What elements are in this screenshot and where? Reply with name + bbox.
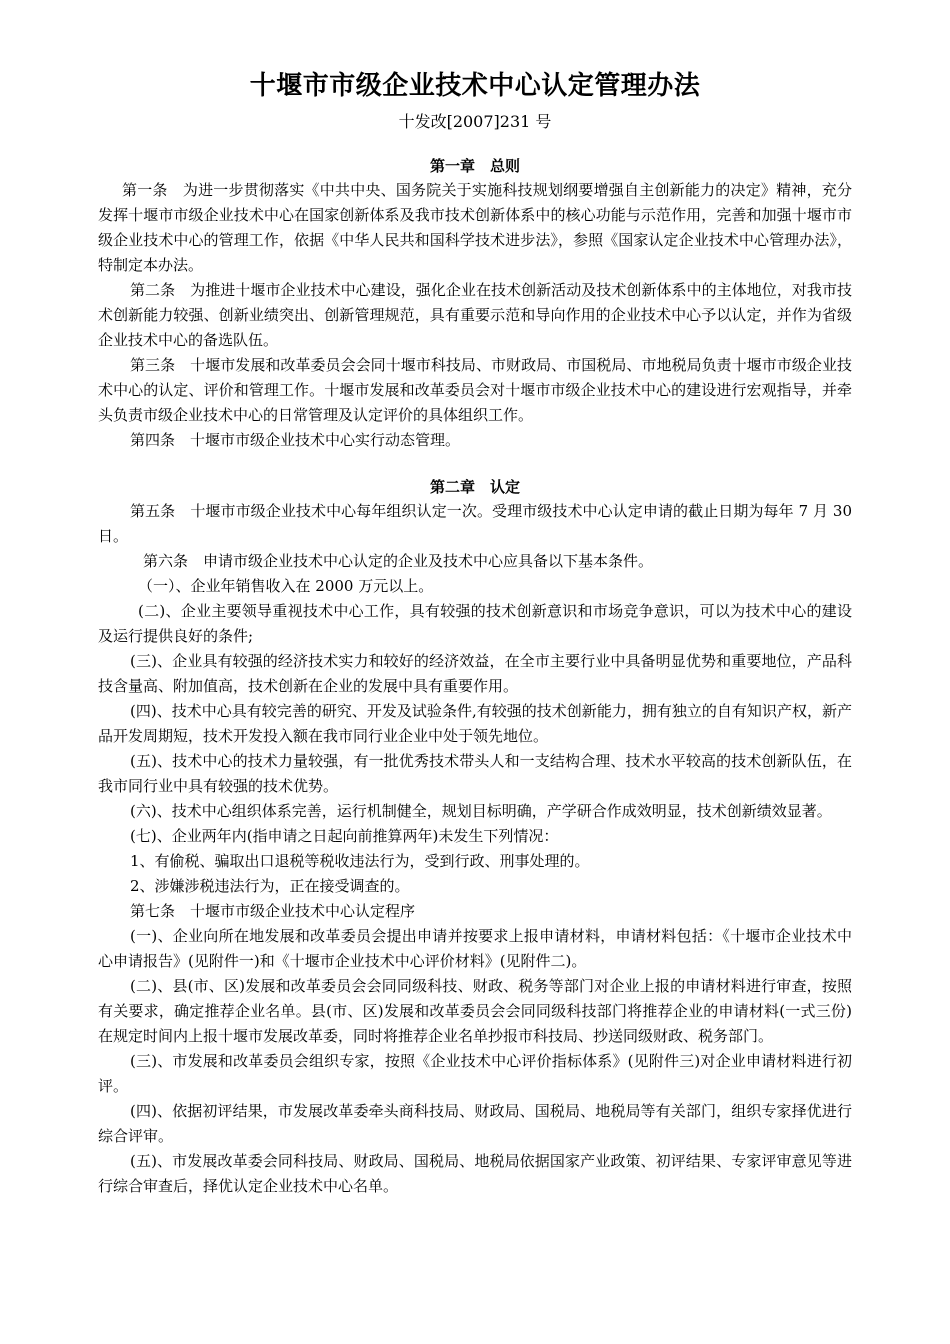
article-7: 第七条 十堰市市级企业技术中心认定程序 — [130, 902, 416, 920]
condition-5: (五)、技术中心的技术力量较强，有一批优秀技术带头人和一支结构合理、技术水平较高的技术创新队伍，在我市同行业中具有较强的技术优势。 — [98, 752, 852, 795]
procedure-1: (一)、企业向所在地发展和改革委员会提出申请并按要求上报申请材料，申请材料包括：《十堰市企业技术中心申请报告》(见附件一)和《十堰市企业技术中心评价材料》(见附件二)。 — [98, 927, 852, 970]
condition-3: (三)、企业具有较强的经济技术实力和较好的经济效益，在全市主要行业中具备明显优势和重要地位，产品科技含量高、附加值高，技术创新在企业的发展中具有重要作用。 — [98, 652, 852, 695]
article-3: 第三条 十堰市发展和改革委员会会同十堰市科技局、市财政局、市国税局、市地税局负责十堰市市级企业技术中心的认定、评价和管理工作。十堰市发展和改革委员会对十堰市市级企业技术中心的建设进行宏观指导，并牵头负责市级企业技术中心的日常管理及认定评价的具体组织工作。 — [98, 356, 852, 424]
chapter-2-heading: 第二章 认定 — [429, 478, 520, 496]
chapter-1-heading: 第一章 总则 — [429, 157, 520, 175]
article-6: 第六条 申请市级企业技术中心认定的企业及技术中心应具备以下基本条件。 — [143, 552, 654, 570]
condition-7-item-1: 1、有偷税、骗取出口退税等税收违法行为，受到行政、刑事处理的。 — [130, 852, 590, 870]
procedure-2: (二)、县(市、区)发展和改革委员会会同同级科技、财政、税务等部门对企业上报的申请材料进行审查，按照有关要求，确定推荐企业名单。县(市、区)发展和改革委员会会同同级科技部门将推荐企业的申请材料(一式三份)在规定时间内上报十堰市发展改革委，同时将推荐企业名单抄报市科技局、抄送同级财政、税务部门。 — [98, 977, 852, 1045]
article-2: 第二条 为推进十堰市企业技术中心建设，强化企业在技术创新活动及技术创新体系中的主体地位，对我市技术创新能力较强、创新业绩突出、创新管理规范，具有重要示范和导向作用的企业技术中心予以认定，并作为省级企业技术中心的备选队伍。 — [98, 281, 852, 349]
document-title: 十堰市市级企业技术中心认定管理办法 — [249, 71, 701, 101]
condition-1: （一）、企业年销售收入在 2000 万元以上。 — [138, 577, 434, 595]
condition-7-item-2: 2、涉嫌涉税违法行为，正在接受调查的。 — [130, 877, 410, 895]
condition-2: (二)、企业主要领导重视技术中心工作，具有较强的技术创新意识和市场竞争意识，可以为技术中心的建设及运行提供良好的条件; — [98, 602, 852, 645]
article-4: 第四条 十堰市市级企业技术中心实行动态管理。 — [130, 431, 461, 449]
article-1: 第一条 为进一步贯彻落实《中共中央、国务院关于实施科技规划纲要增强自主创新能力的决定》精神，充分发挥十堰市市级企业技术中心在国家创新体系及我市技术创新体系中的核心功能与示范作用，完善和加强十堰市市级企业技术中心的管理工作，依据《中华人民共和国科学技术进步法》，参照《国家认定企业技术中心管理办法》，特制定本办法。 — [98, 181, 852, 274]
procedure-5: (五)、市发展改革委会同科技局、财政局、国税局、地税局依据国家产业政策、初评结果、专家评审意见等进行综合审查后，择优认定企业技术中心名单。 — [98, 1152, 852, 1195]
document-number: 十发改[2007]231 号 — [398, 112, 552, 131]
condition-7: (七)、企业两年内(指申请之日起向前推算两年)未发生下列情况： — [130, 827, 559, 845]
condition-6: (六)、技术中心组织体系完善，运行机制健全，规划目标明确，产学研合作成效明显，技术创新绩效显著。 — [130, 802, 832, 820]
procedure-4: (四)、依据初评结果，市发展改革委牵头商科技局、财政局、国税局、地税局等有关部门，组织专家择优进行综合评审。 — [98, 1102, 852, 1145]
procedure-3: (三)、市发展和改革委员会组织专家，按照《企业技术中心评价指标体系》(见附件三)对企业申请材料进行初评。 — [98, 1052, 852, 1095]
article-5: 第五条 十堰市市级企业技术中心每年组织认定一次。受理市级技术中心认定申请的截止日期为每年 7 月 30 日。 — [98, 502, 852, 545]
condition-4: (四)、技术中心具有较完善的研究、开发及试验条件,有较强的技术创新能力，拥有独立的自有知识产权，新产品开发周期短，技术开发投入额在我市同行业企业中处于领先地位。 — [98, 702, 852, 745]
